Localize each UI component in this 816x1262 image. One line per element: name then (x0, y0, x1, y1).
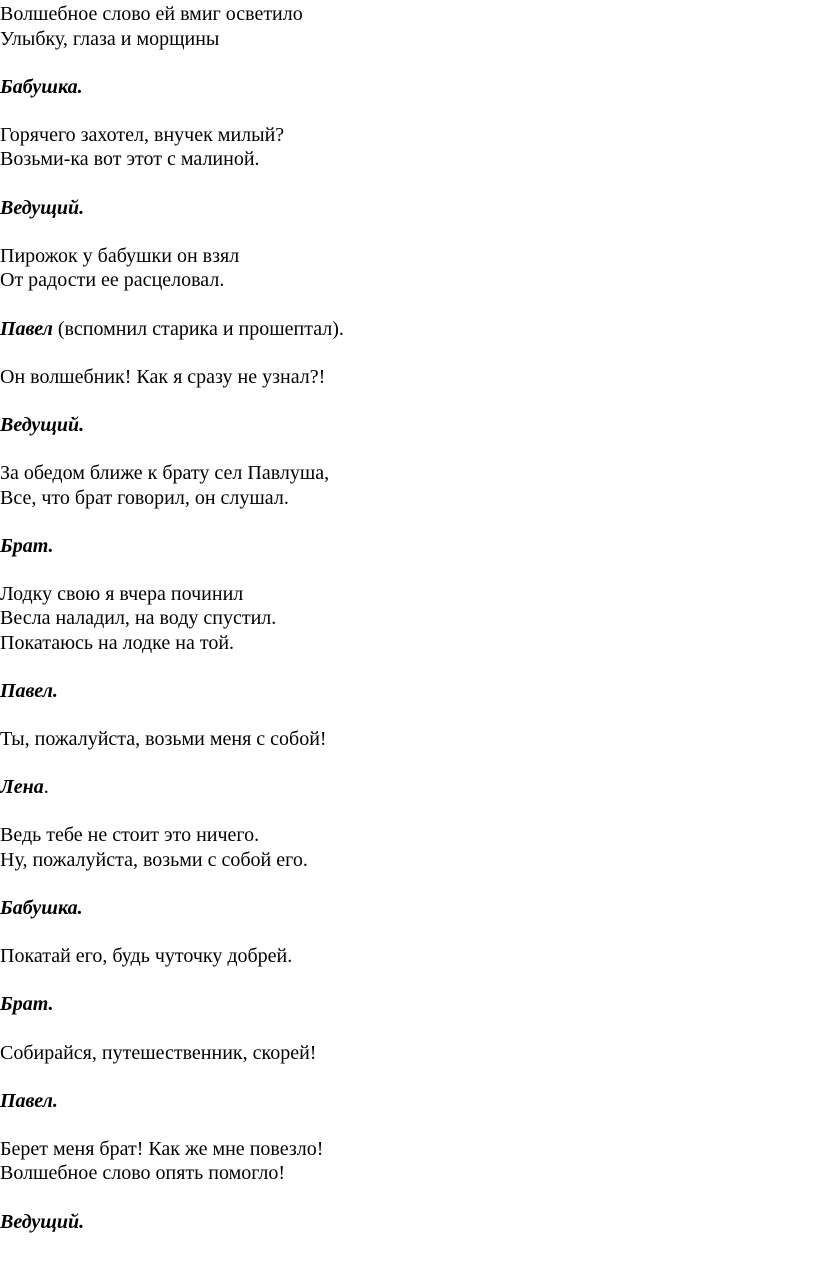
verse-line: От радости ее расцеловал. (0, 269, 225, 291)
speaker-name: Павел. (0, 1090, 58, 1112)
verse-line: Волшебное слово опять помогло! (0, 1162, 286, 1184)
speaker-line (0, 413, 84, 437)
speaker-punctuation: . (43, 776, 49, 798)
speaker-name: Ведущий. (0, 414, 85, 436)
speaker-line (0, 1089, 58, 1113)
speaker-line (0, 1210, 84, 1234)
speaker-line (0, 992, 54, 1016)
speaker-line (0, 534, 54, 558)
verse-line: Возьми-ка вот этот с малиной. (0, 148, 260, 170)
speaker-name: Ведущий. (0, 1211, 85, 1233)
speaker-name: Бабушка. (0, 897, 83, 919)
verse-line: Ты, пожалуйста, возьми меня с собой! (0, 728, 327, 750)
speaker-line (0, 896, 83, 920)
verse-line: Покатай его, будь чуточку добрей. (0, 945, 293, 967)
speaker-line (0, 679, 58, 703)
verse-line: Весла наладил, на воду спустил. (0, 607, 277, 629)
verse-line: Ведь тебе не стоит это ничего. (0, 824, 260, 846)
speaker-line (0, 775, 49, 799)
speaker-name: Павел. (0, 680, 58, 702)
stage-direction: (вспомнил старика и прошептал). (52, 318, 344, 340)
verse-line: Волшебное слово ей вмиг осветило (0, 3, 303, 25)
verse-line: Лодку свою я вчера починил (0, 583, 244, 605)
speaker-name: Брат. (0, 993, 54, 1015)
verse-line: Собирайся, путешественник, скорей! (0, 1042, 317, 1064)
verse-line: Горячего захотел, внучек милый? (0, 124, 285, 146)
verse-line: Пирожок у бабушки он взял (0, 245, 240, 267)
verse-line: Все, что брат говорил, он слушал. (0, 487, 289, 509)
speaker-line (0, 75, 83, 99)
verse-line: Покатаюсь на лодке на той. (0, 632, 235, 654)
verse-line: Улыбку, глаза и морщины (0, 28, 220, 50)
speaker-name: Брат. (0, 535, 54, 557)
verse-line: Он волшебник! Как я сразу не узнал?! (0, 366, 326, 388)
speaker-name: Ведущий. (0, 197, 85, 219)
verse-line: Берет меня брат! Как же мне повезло! (0, 1138, 324, 1160)
speaker-line (0, 196, 84, 220)
speaker-name: Павел (0, 318, 53, 340)
speaker-name: Лена (0, 776, 44, 798)
speaker-name: Бабушка. (0, 76, 83, 98)
verse-line: За обедом ближе к брату сел Павлуша, (0, 462, 330, 484)
verse-line: Ну, пожалуйста, возьми с собой его. (0, 849, 308, 871)
speaker-line (0, 317, 344, 341)
